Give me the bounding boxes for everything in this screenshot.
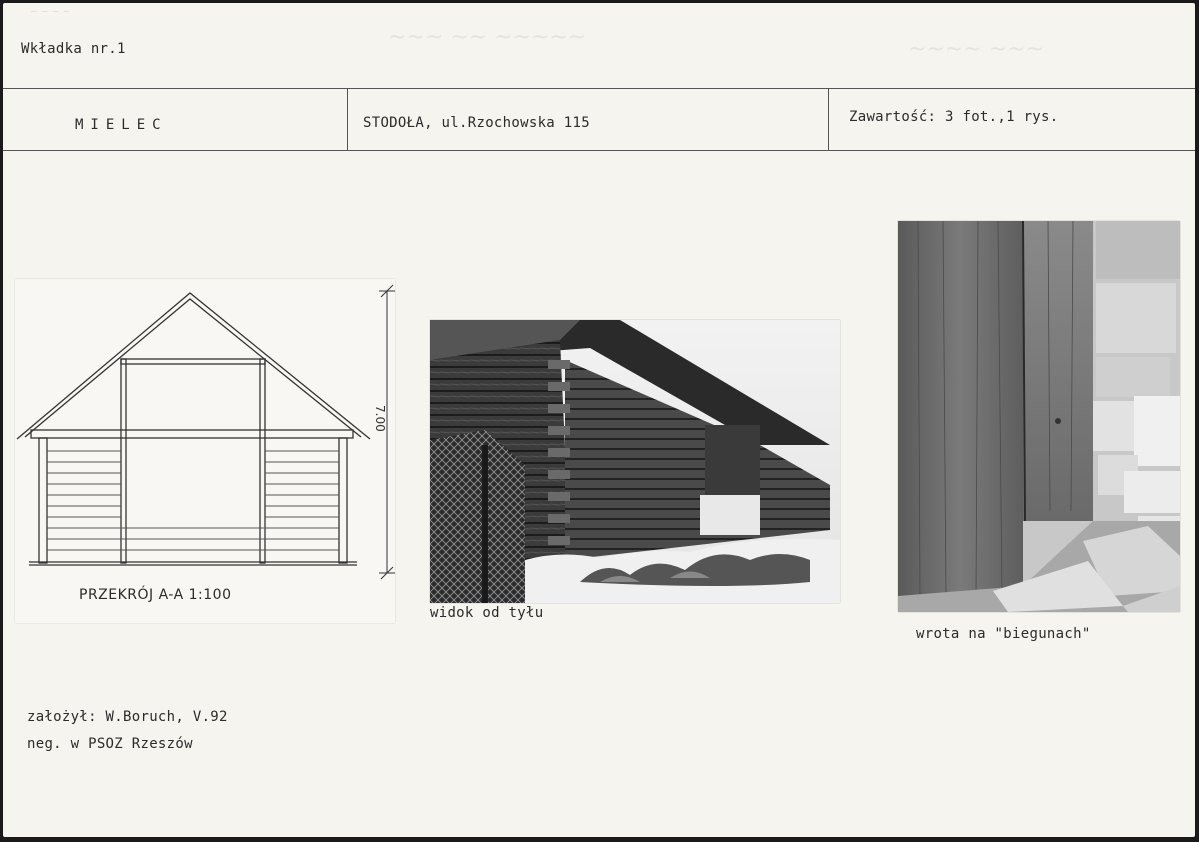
cross-section-drawing (15, 279, 395, 623)
header-bottom-rule (3, 150, 1195, 151)
faint-handwriting: ~~~ ~~ ~~~~~ (388, 25, 587, 50)
insert-label: Wkładka nr.1 (21, 41, 126, 57)
header-top-rule (3, 88, 1195, 89)
dimension-label: 7.00 (373, 405, 387, 432)
photo-gate-detail (898, 221, 1180, 612)
photo-gate-detail-image (898, 221, 1180, 612)
negatives-note: neg. w PSOZ Rzeszów (27, 736, 193, 752)
drawing-caption: PRZEKRÓJ A-A 1:100 (79, 587, 232, 603)
town-name: MIELEC (75, 117, 168, 133)
author-note: założył: W.Boruch, V.92 (27, 709, 228, 725)
contents-summary: Zawartość: 3 fot.,1 rys. (849, 109, 1059, 125)
photo-rear-view (430, 320, 840, 603)
header-divider-1 (347, 88, 348, 151)
faint-mark: — — — — (31, 7, 69, 17)
photo-rear-view-caption: widok od tyłu (430, 605, 544, 621)
faint-handwriting-2: ~~~~ ~~~ (908, 37, 1045, 62)
record-card (3, 3, 1195, 837)
photo-rear-view-image (430, 320, 840, 603)
header-divider-2 (828, 88, 829, 151)
object-name: STODOŁA, ul.Rzochowska 115 (363, 115, 590, 131)
photo-gate-detail-caption: wrota na "biegunach" (916, 626, 1091, 642)
cross-section-svg (15, 279, 395, 623)
